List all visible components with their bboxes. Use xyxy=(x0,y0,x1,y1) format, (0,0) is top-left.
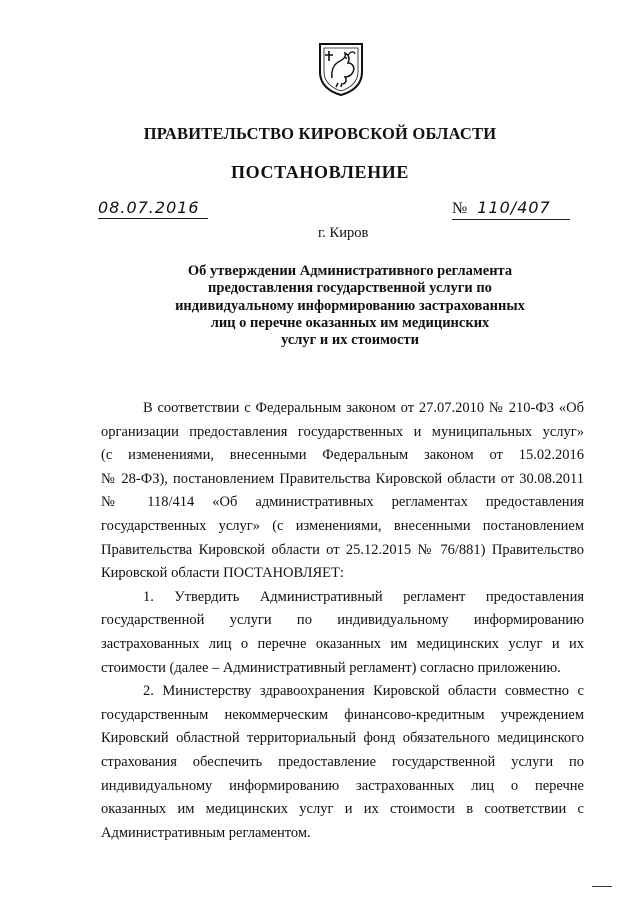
coat-of-arms-icon xyxy=(318,42,364,96)
document-date: 08.07.2016 xyxy=(98,198,208,219)
number-value: 110/407 xyxy=(477,198,551,217)
document-title xyxy=(150,263,550,349)
title-line: индивидуальному информированию застрахованных xyxy=(175,297,525,314)
body-line: Правительства Кировской области от 25.12.2015 № 76/881) Правительство xyxy=(101,541,584,558)
body-line: 1. Утвердить Административный регламент предоставления xyxy=(143,588,584,605)
document-number xyxy=(452,198,570,220)
body-line: государственной услуги по индивидуальному информированию xyxy=(101,612,584,629)
body-line: государственных услуг» (с изменениями, внесенными постановлением xyxy=(101,517,584,534)
body-line: 2. Министерству здравоохранения Кировской области совместно с xyxy=(143,683,584,700)
body-line: индивидуальному информированию застрахованных лиц о перечне xyxy=(101,777,584,794)
body-line: (с изменениями, внесенными Федеральным законом от 15.02.2016 xyxy=(101,447,584,464)
body-line: государственным некоммерческим финансово-кредитным учреждением xyxy=(101,706,584,723)
body-line: В соответствии с Федеральным законом от 27.07.2010 № 210-ФЗ «Об xyxy=(143,400,584,416)
organization-name: ПРАВИТЕЛЬСТВО КИРОВСКОЙ ОБЛАСТИ xyxy=(143,124,497,143)
title-line: услуг и их стоимости xyxy=(281,332,419,349)
number-sign: № xyxy=(452,200,468,217)
body-line: застрахованных лиц о перечне оказанных им медицинских услуг и их xyxy=(101,635,584,652)
body-line: страхования обеспечить предоставление государственной услуги по xyxy=(101,753,584,770)
body-line: Кировской области ПОСТАНОВЛЯЕТ: xyxy=(101,565,344,582)
title-line: Об утверждении Административного регламента xyxy=(187,263,513,279)
page-continuation-mark xyxy=(592,886,612,887)
title-line: предоставления государственной услуги по xyxy=(208,280,492,297)
body-line: оказанных им медицинских услуг и их стоимости в соответствии с xyxy=(101,801,584,818)
city: г. Киров xyxy=(318,225,369,241)
body-line: стоимости (далее – Административный регламент) согласно приложению. xyxy=(101,659,561,676)
body-line: организации предоставления государственных и муниципальных услуг» xyxy=(101,423,584,440)
body-line: Административным регламентом. xyxy=(101,824,311,841)
body-line: № 28-ФЗ), постановлением Правительства Кировской области от 30.08.2011 xyxy=(101,470,584,487)
title-line: лиц о перечне оказанных им медицинских xyxy=(210,314,490,331)
body-line: Кировский областной территориальный фонд обязательного медицинского xyxy=(101,730,584,747)
document-body xyxy=(101,397,584,845)
body-line: № 118/414 «Об административных регламентах предоставления xyxy=(101,494,584,511)
document-type: ПОСТАНОВЛЕНИЕ xyxy=(231,162,409,182)
